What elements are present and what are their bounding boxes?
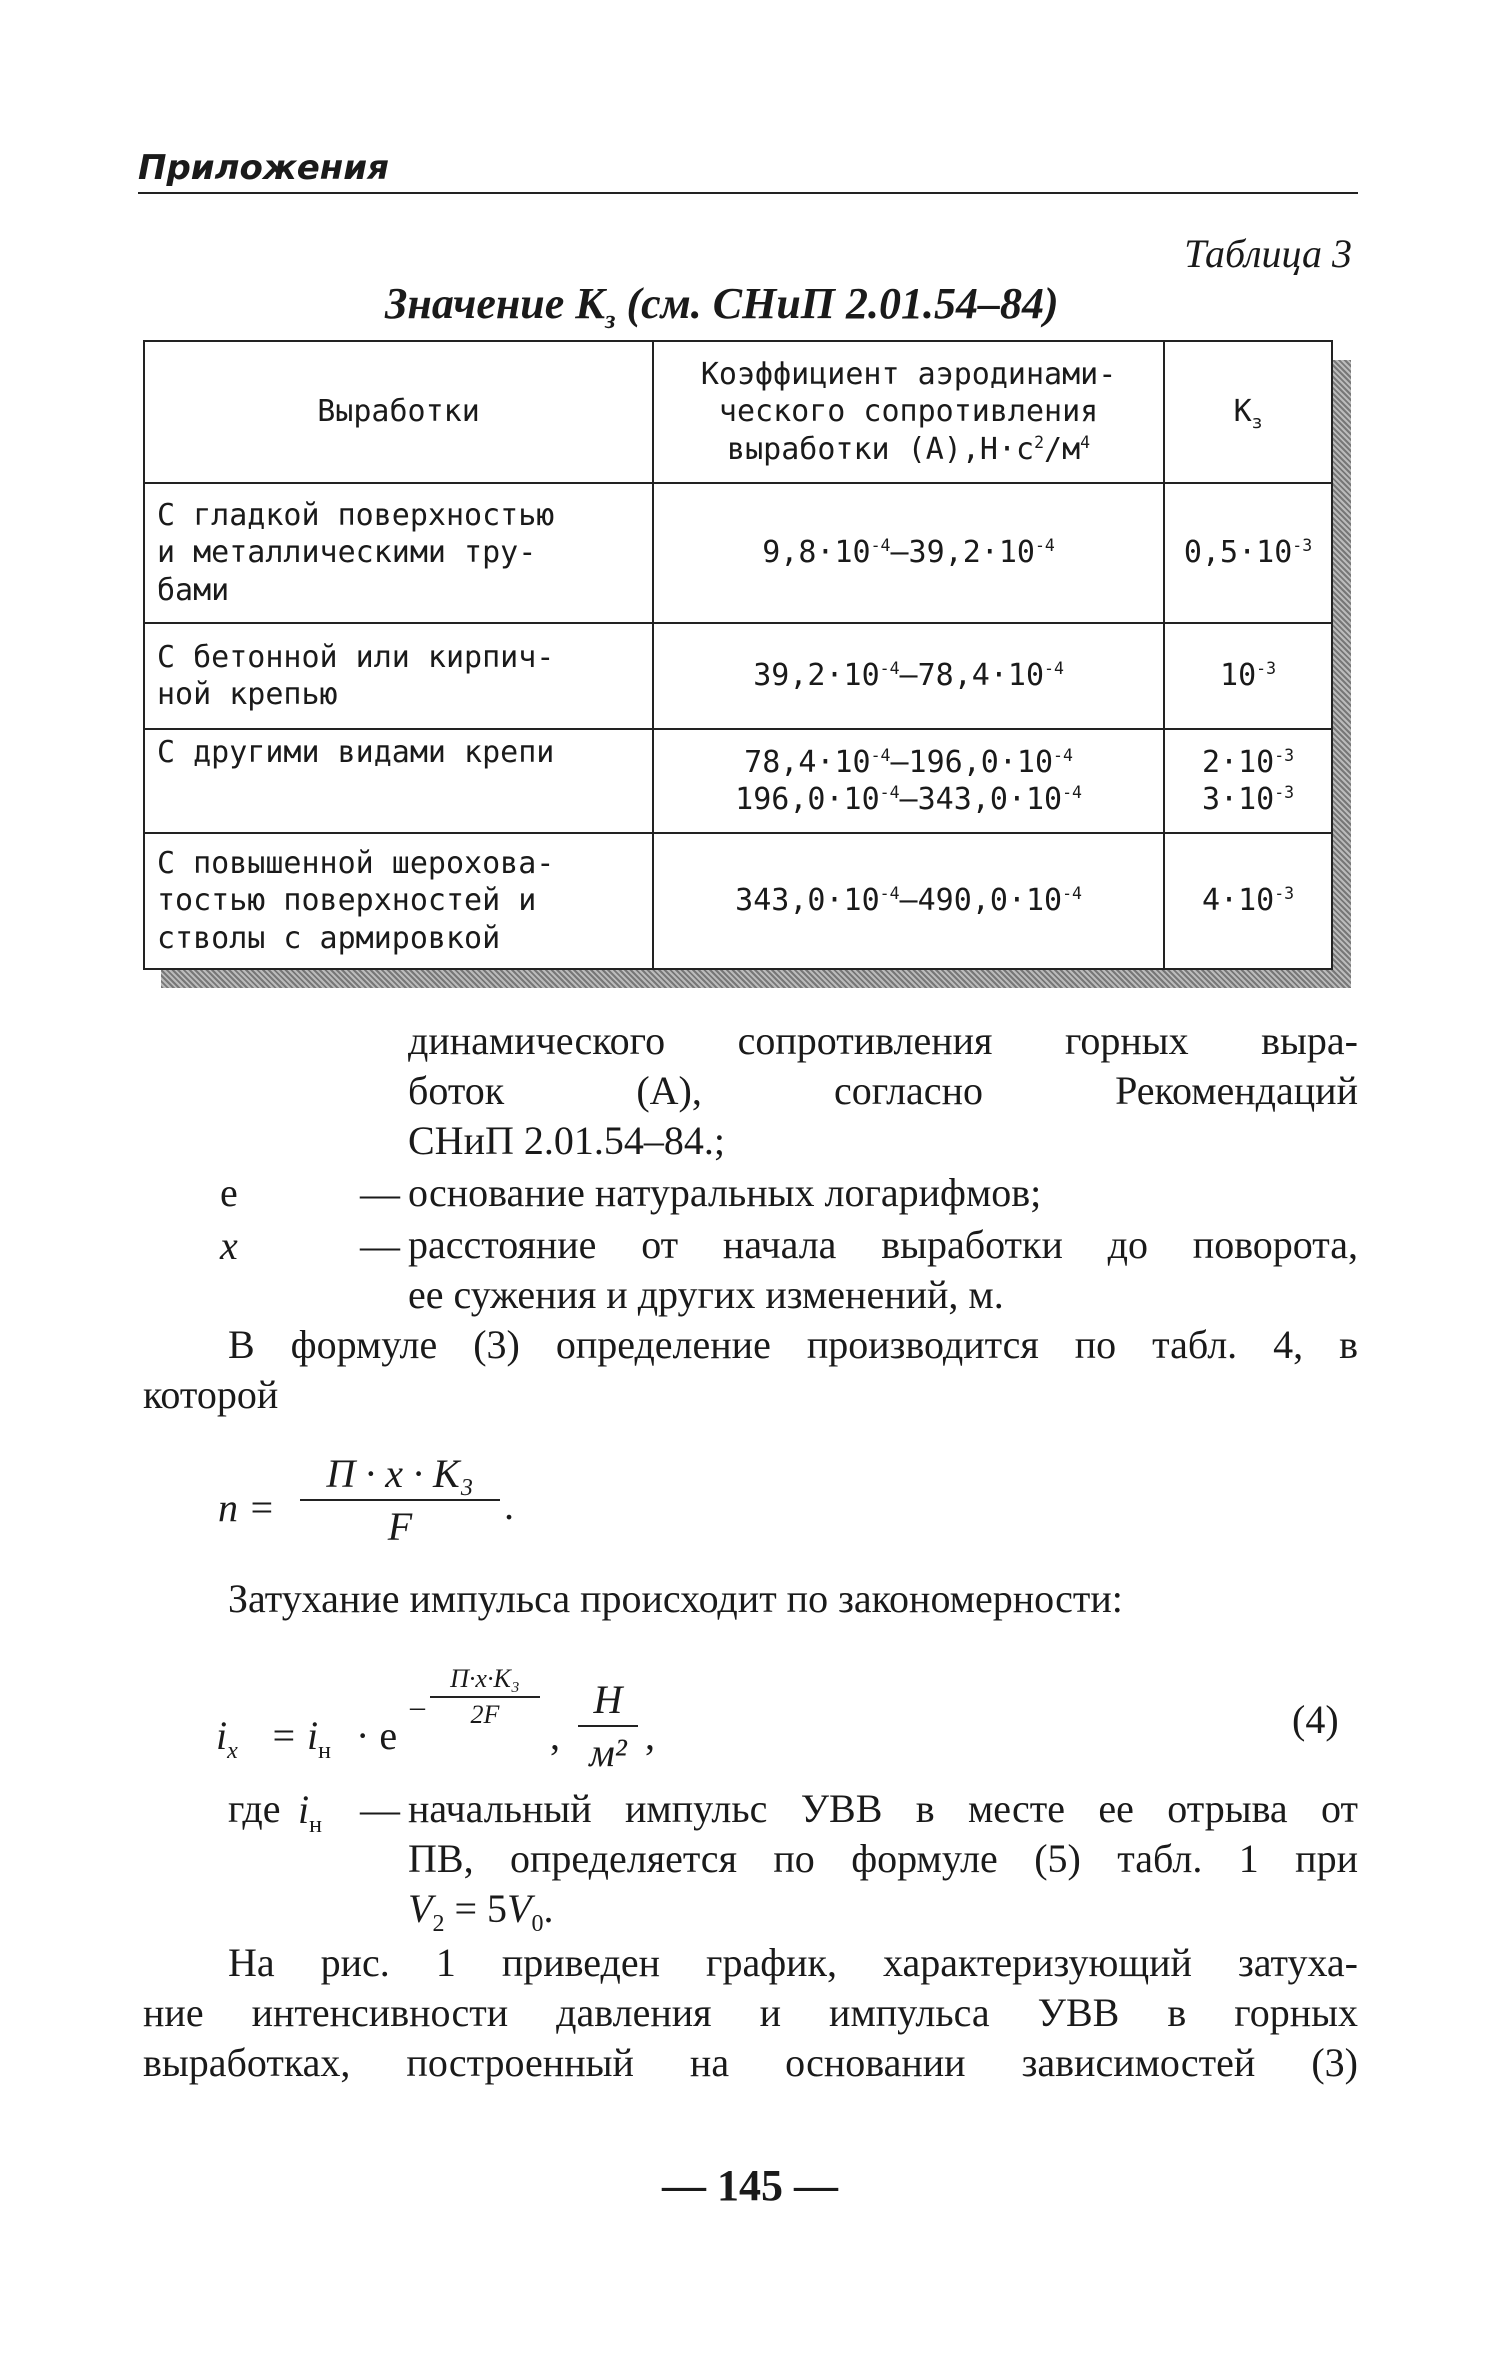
header-coefficient: Коэффициент аэродинами- ческого сопротивления выработки $(А),Н\cdot с^2/м^4$	[653, 341, 1164, 483]
where-line-1: начальный импульс УВВ в месте ее отрыва от	[408, 1786, 1358, 1831]
fraction-bar	[430, 1696, 540, 1698]
formula-n-numerator: П · x · K₃	[326, 1451, 474, 1496]
para1-line-2: которой	[143, 1372, 279, 1417]
running-head: Приложения	[138, 148, 1358, 194]
para3-line-2: ние интенсивности давления и импульса УВВ в горных	[143, 1990, 1358, 2035]
cell-type: С гладкой поверхностью и металлическими тру- бами	[144, 483, 653, 623]
formula-n-fraction	[300, 1450, 500, 1550]
where-word: где	[228, 1786, 281, 1831]
def-e-dash: —	[360, 1171, 400, 1216]
formula-4-number: (4)	[1292, 1697, 1339, 1742]
cell-type: С бетонной или кирпич- ной крепью	[144, 623, 653, 729]
cell-k3: $10^{-3}$	[1164, 623, 1332, 729]
cont-line-3: СНиП 2.01.54–84.;	[408, 1118, 725, 1163]
formula-4-lhs: $i_x$	[216, 1713, 238, 1764]
k3-table	[143, 340, 1333, 970]
formula-4-unit-denominator: м²	[589, 1730, 627, 1775]
cont-line-1: динамического сопротивления горных выра-	[408, 1018, 1358, 1063]
formula-4-e: · e	[356, 1713, 398, 1758]
formula-4-unit-numerator: Н	[593, 1677, 623, 1722]
def-e-symbol: е	[220, 1170, 238, 1215]
cell-k3: $4\cdot 10^{-3}$	[1164, 833, 1332, 969]
cell-coef: $9,8\cdot 10^{-4}-39,2\cdot 10^{-4}$	[653, 483, 1164, 623]
formula-4-exp-denominator: 2F	[470, 1700, 500, 1729]
formula-4-unit	[578, 1676, 638, 1776]
def-x-line-2: ее сужения и других изменений, м.	[408, 1272, 1004, 1317]
table-row	[144, 623, 1332, 729]
para1-line-1: В формуле (3) определение производится по табл. 4, в	[228, 1322, 1358, 1367]
formula-4-rhs: = $i_н$	[270, 1713, 331, 1764]
para3-line-3: выработках, построенный на основании зависимостей (3)	[143, 2040, 1358, 2085]
where-symbol: $i_н$	[298, 1787, 322, 1838]
table-header-row	[144, 341, 1332, 483]
cell-k3: $2\cdot 10^{-3}$ $3\cdot 10^{-3}$	[1164, 729, 1332, 833]
def-e-text: основание натуральных логарифмов;	[408, 1170, 1042, 1215]
table-container	[143, 340, 1333, 968]
cell-type: С повышенной шерохова- тостью поверхностей и стволы с армировкой	[144, 833, 653, 969]
formula-4-exp-minus: –	[410, 1690, 425, 1723]
where-dash: —	[360, 1787, 400, 1832]
table-row	[144, 729, 1332, 833]
table-row	[144, 483, 1332, 623]
def-x-symbol: x	[220, 1223, 238, 1268]
where-line-3: $V_2 = 5V_0$.	[408, 1886, 554, 1937]
cell-coef: $78,4\cdot 10^{-4}-196,0\cdot 10^{-4}$ $196,0\cdot 10^{-4}-343,0\cdot 10^{-4}$	[653, 729, 1164, 833]
fraction-bar	[300, 1499, 500, 1501]
fraction-bar	[578, 1725, 638, 1727]
def-x-line-1: расстояние от начала выработки до поворота,	[408, 1222, 1358, 1267]
formula-n-period: .	[505, 1483, 515, 1528]
where-line-2: ПВ, определяется по формуле (5) табл. 1 при	[408, 1836, 1358, 1881]
page-number: — 145 —	[662, 2161, 838, 2210]
cell-type: С другими видами крепи	[144, 729, 653, 833]
header-k3: $К_з$	[1164, 341, 1332, 483]
para3-line-1: На рис. 1 приведен график, характеризующий затуха-	[228, 1940, 1358, 1985]
cell-k3: $0,5\cdot 10^{-3}$	[1164, 483, 1332, 623]
formula-4-exponent	[430, 1664, 540, 1730]
cell-coef: $343,0\cdot 10^{-4}-490,0\cdot 10^{-4}$	[653, 833, 1164, 969]
table-title: Значение $К_з$ (см. СНиП 2.01.54–84)	[385, 279, 1059, 334]
formula-n-denominator: F	[387, 1504, 413, 1549]
cont-line-2: боток (А), согласно Рекомендаций	[408, 1068, 1358, 1113]
para2: Затухание импульса происходит по закономерности:	[228, 1576, 1123, 1621]
def-x-dash: —	[360, 1223, 400, 1268]
formula-n-lhs: n =	[218, 1485, 275, 1530]
cell-coef: $39,2\cdot 10^{-4}-78,4\cdot 10^{-4}$	[653, 623, 1164, 729]
formula-4-exp-numerator: П·x·K₃	[450, 1664, 520, 1693]
table-number: Таблица 3	[1184, 231, 1352, 276]
formula-4-comma: ,	[550, 1713, 560, 1758]
header-workings: Выработки	[144, 341, 653, 483]
table-row	[144, 833, 1332, 969]
formula-4-trailing-comma: ,	[645, 1713, 655, 1758]
